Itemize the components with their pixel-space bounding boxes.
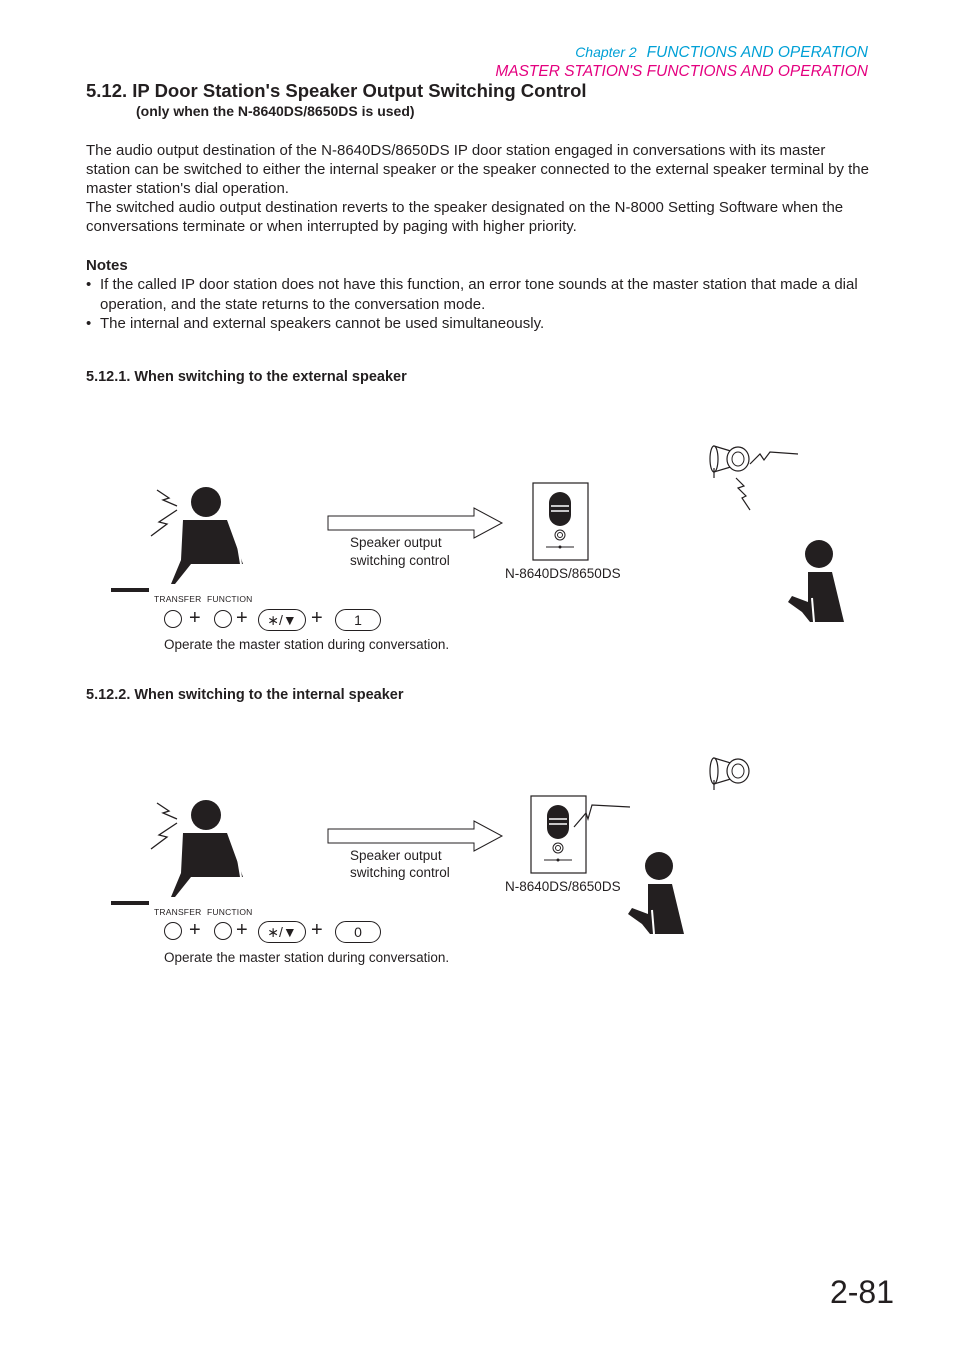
arrow-label: switching control [350, 865, 450, 880]
arrow-label: Speaker output [350, 848, 442, 863]
door-station-icon [530, 795, 634, 877]
note-item [86, 275, 870, 314]
subsection-title: 5.12.2. When switching to the internal speaker [86, 687, 404, 703]
star-key: ∗/▼ [258, 609, 306, 631]
subsection-title: 5.12.1. When switching to the external speaker [86, 369, 407, 385]
arrow-label: switching control [350, 553, 450, 568]
plus-sign: + [311, 607, 323, 629]
plus-sign: + [189, 607, 201, 629]
function-key [214, 610, 232, 628]
bullet: • [86, 276, 92, 293]
chapter-label: Chapter 2 [575, 44, 637, 60]
section-title: 5.12. IP Door Station's Speaker Output Switching Control [86, 80, 587, 101]
function-key-label: FUNCTION [207, 907, 253, 917]
page-number: 2-81 [829, 1274, 894, 1310]
digit-key: 0 [335, 921, 381, 943]
running-header-section: MASTER STATION'S FUNCTIONS AND OPERATION [495, 63, 868, 80]
person-listening-icon [782, 538, 848, 624]
device-label: N-8640DS/8650DS [505, 566, 621, 581]
running-header-chapter [575, 44, 868, 62]
horn-speaker-icon [706, 438, 806, 518]
device-label: N-8640DS/8650DS [505, 879, 621, 894]
person-speaking-icon [105, 793, 255, 913]
star-key: ∗/▼ [258, 921, 306, 943]
paragraph: The switched audio output destination reverts to the speaker designated on the N-8000 Setting Software when the conversations terminate or when interrupted by paging with higher priority. [86, 199, 844, 235]
transfer-key-label: TRANSFER [154, 594, 202, 604]
person-speaking-icon [105, 480, 255, 600]
transfer-key-label: TRANSFER [154, 907, 202, 917]
transfer-key [164, 610, 182, 628]
function-key [214, 922, 232, 940]
paragraph: The audio output destination of the N-8640DS/8650DS IP door station engaged in conversations with its master station can be switched to either the internal speaker or the speaker connected to the external speaker terminal by the master station's dial operation. [86, 142, 869, 197]
note-text: If the called IP door station does not have this function, an error tone sounds at the master station that made a dial operation, and the state returns to the conversation mode. [100, 276, 858, 313]
bullet: • [86, 315, 92, 332]
caption: Operate the master station during conversation. [164, 950, 450, 965]
chapter-title: FUNCTIONS AND OPERATION [646, 44, 868, 61]
caption: Operate the master station during conversation. [164, 637, 450, 652]
plus-sign: + [311, 919, 323, 941]
horn-speaker-icon [706, 750, 756, 794]
note-text: The internal and external speakers cannot be used simultaneously. [100, 315, 545, 332]
section-subtitle: (only when the N-8640DS/8650DS is used) [136, 103, 415, 119]
person-listening-icon [622, 850, 688, 936]
notes-title: Notes [86, 257, 128, 274]
plus-sign: + [189, 919, 201, 941]
door-station-icon [532, 482, 590, 562]
arrow-label: Speaker output [350, 535, 442, 550]
plus-sign: + [236, 607, 248, 629]
note-item [86, 314, 870, 334]
function-key-label: FUNCTION [207, 594, 253, 604]
digit-key: 1 [335, 609, 381, 631]
transfer-key [164, 922, 182, 940]
plus-sign: + [236, 919, 248, 941]
section-body [86, 141, 870, 236]
